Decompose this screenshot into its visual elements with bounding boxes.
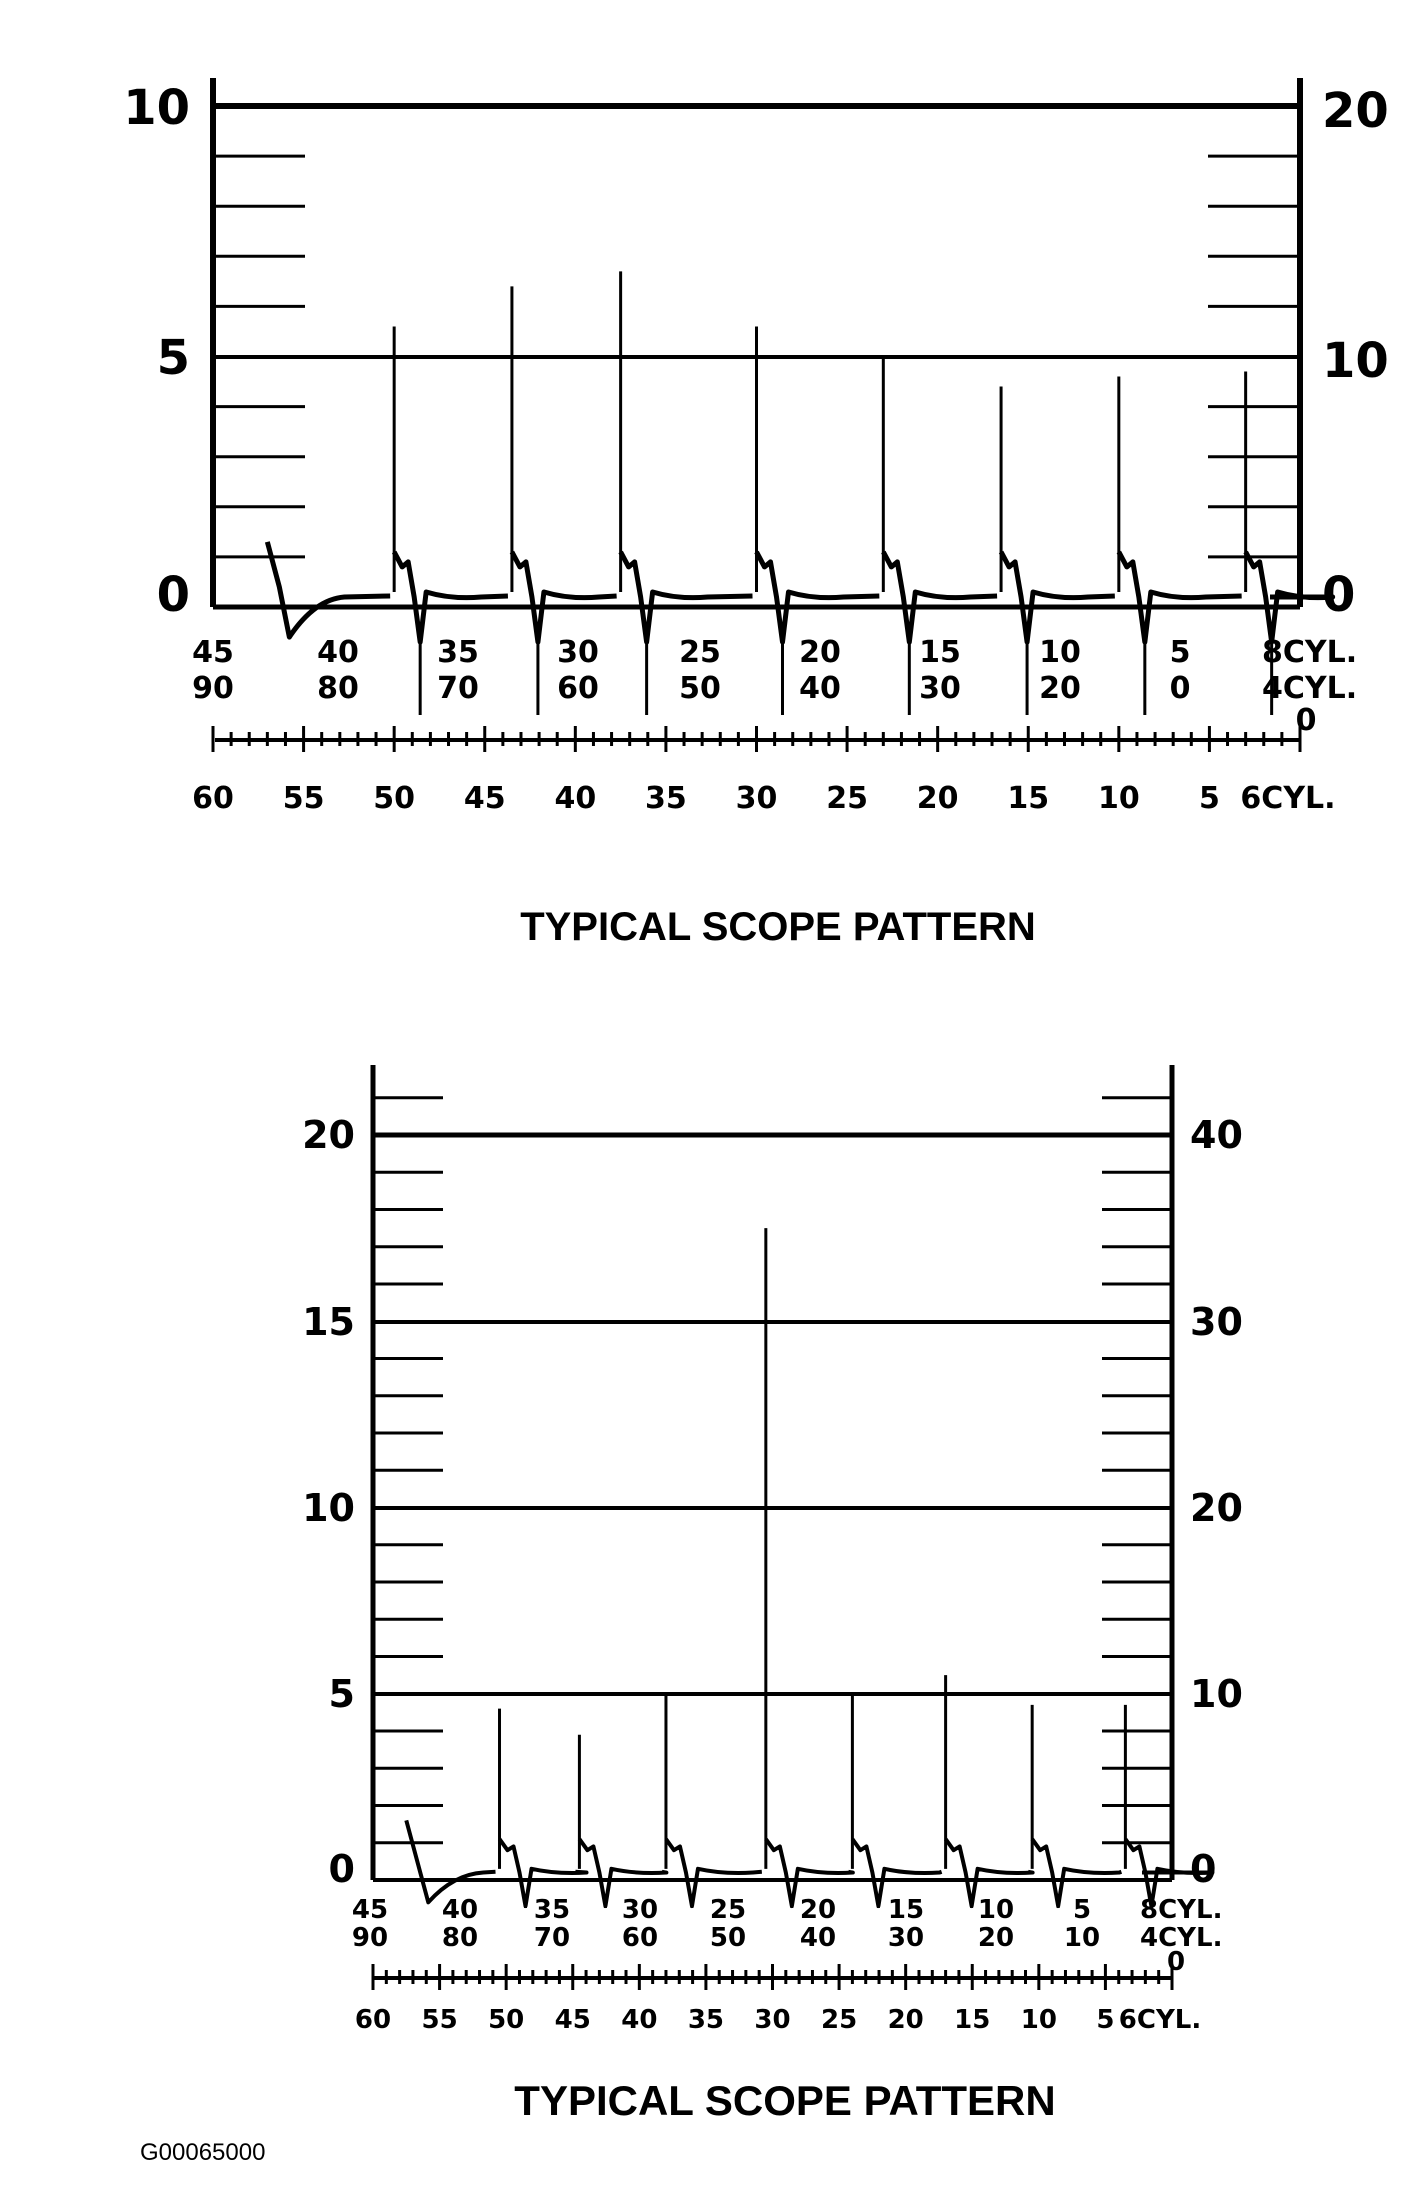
x-tick-label: 5 — [1096, 2005, 1115, 2035]
x-scale-4cyl — [352, 1923, 1223, 1953]
x-tick-label: 70 — [437, 671, 479, 706]
x-tick-label: 30 — [557, 635, 599, 670]
x-tick-label: 45 — [351, 1895, 389, 1925]
y-left-label: 5 — [328, 1672, 355, 1716]
x-tick-label: 30 — [621, 1895, 659, 1925]
x-tick-label: 55 — [421, 2005, 458, 2035]
x-tick-label: 25 — [709, 1895, 747, 1925]
x-scale-8cyl — [352, 1895, 1223, 1925]
x-tick-label: 20 — [799, 635, 841, 670]
x-tick-label: 45 — [192, 635, 234, 670]
x-tick-label: 30 — [735, 781, 778, 816]
x-tick-label: 30 — [887, 1923, 925, 1953]
x-tick-label: 50 — [679, 671, 721, 706]
x-tick-label: 35 — [645, 781, 687, 816]
y-right-label: 0 — [1322, 567, 1356, 623]
x-tick-label: 0 — [1169, 671, 1191, 706]
x-tick-label: 60 — [557, 671, 599, 706]
scope-trace — [406, 1820, 1212, 1906]
x-tick-label: 40 — [799, 1923, 837, 1953]
chart-caption: TYPICAL SCOPE PATTERN — [520, 905, 1036, 949]
scope-panel-1 — [123, 78, 1389, 949]
x-tick-label: 10 — [1063, 1923, 1101, 1953]
y-left-label: 10 — [123, 80, 190, 136]
x-scale-unit: 6CYL. — [1118, 2005, 1202, 2035]
x-tick-label: 15 — [887, 1895, 925, 1925]
minor-tick-marks — [373, 1098, 1172, 1843]
x-tick-label: 10 — [1097, 781, 1140, 816]
x-tick-label: 5 — [1169, 635, 1191, 670]
scope-panel-2 — [302, 1065, 1243, 2124]
x-tick-label: 90 — [351, 1923, 389, 1953]
x-tick-label: 40 — [621, 2005, 658, 2035]
x-scale-8cyl — [192, 635, 1357, 670]
degree-scale-ticks — [373, 1964, 1172, 1990]
x-tick-label: 50 — [373, 781, 416, 816]
y-right-label: 40 — [1190, 1113, 1243, 1157]
x-tick-label: 35 — [687, 2005, 725, 2035]
x-tick-label: 40 — [441, 1895, 479, 1925]
x-scale-4cyl — [192, 671, 1357, 706]
x-tick-label: 60 — [621, 1923, 659, 1953]
x-scale-end-label: 0 — [1166, 1947, 1186, 1977]
x-scale-unit: 8CYL. — [1262, 635, 1358, 670]
x-tick-label: 30 — [754, 2005, 791, 2035]
y-left-label: 0 — [156, 567, 190, 623]
y-left-label: 0 — [328, 1847, 355, 1891]
x-tick-label: 40 — [554, 781, 597, 816]
x-scale-unit: 4CYL. — [1140, 1923, 1223, 1953]
firing-spikes — [500, 1228, 1152, 1908]
x-tick-label: 25 — [820, 2005, 858, 2035]
x-tick-label: 10 — [1039, 635, 1081, 670]
scope-trace — [267, 542, 1332, 642]
x-tick-label: 20 — [887, 2005, 924, 2035]
y-left-label: 15 — [302, 1300, 355, 1344]
y-right-label: 20 — [1190, 1486, 1243, 1530]
x-tick-label: 20 — [799, 1895, 837, 1925]
x-tick-label: 35 — [437, 635, 479, 670]
x-scale-unit: 6CYL. — [1240, 781, 1336, 816]
x-tick-label: 60 — [192, 781, 234, 816]
x-tick-label: 15 — [954, 2005, 991, 2035]
y-right-label: 10 — [1190, 1672, 1243, 1716]
x-tick-label: 15 — [1007, 781, 1050, 816]
y-left-label: 10 — [302, 1486, 355, 1530]
x-tick-label: 40 — [317, 635, 359, 670]
x-tick-label: 20 — [916, 781, 959, 816]
x-tick-label: 5 — [1198, 781, 1220, 816]
x-tick-label: 40 — [799, 671, 841, 706]
x-scale-6cyl — [355, 2005, 1201, 2035]
degree-scale-ticks — [213, 726, 1300, 752]
x-tick-label: 70 — [533, 1923, 571, 1953]
x-tick-label: 5 — [1072, 1895, 1092, 1925]
x-tick-label: 25 — [679, 635, 721, 670]
x-tick-label: 25 — [826, 781, 868, 816]
x-tick-label: 80 — [317, 671, 359, 706]
y-right-label: 30 — [1190, 1300, 1243, 1344]
x-tick-label: 60 — [354, 2005, 392, 2035]
x-scale-6cyl — [192, 781, 1335, 816]
x-tick-label: 15 — [919, 635, 961, 670]
x-tick-label: 10 — [1020, 2005, 1057, 2035]
x-tick-label: 55 — [282, 781, 325, 816]
x-scale-unit: 8CYL. — [1140, 1895, 1223, 1925]
figure-id: G00065000 — [140, 2139, 266, 2166]
y-right-label: 0 — [1190, 1847, 1217, 1891]
x-scale-end-label: 0 — [1295, 703, 1317, 738]
y-left-label: 5 — [156, 330, 190, 386]
x-tick-label: 20 — [1039, 671, 1081, 706]
y-right-label: 10 — [1322, 333, 1389, 389]
x-tick-label: 50 — [488, 2005, 525, 2035]
x-tick-label: 45 — [463, 781, 506, 816]
x-scale-unit: 4CYL. — [1262, 671, 1358, 706]
x-tick-label: 35 — [533, 1895, 571, 1925]
x-tick-label: 30 — [919, 671, 961, 706]
x-tick-label: 80 — [441, 1923, 479, 1953]
x-tick-label: 50 — [709, 1923, 747, 1953]
x-tick-label: 90 — [192, 671, 234, 706]
chart-caption: TYPICAL SCOPE PATTERN — [514, 2077, 1056, 2124]
y-left-label: 20 — [302, 1113, 355, 1157]
x-tick-label: 20 — [977, 1923, 1015, 1953]
x-tick-label: 10 — [977, 1895, 1015, 1925]
y-right-label: 20 — [1322, 83, 1389, 139]
x-tick-label: 45 — [554, 2005, 591, 2035]
